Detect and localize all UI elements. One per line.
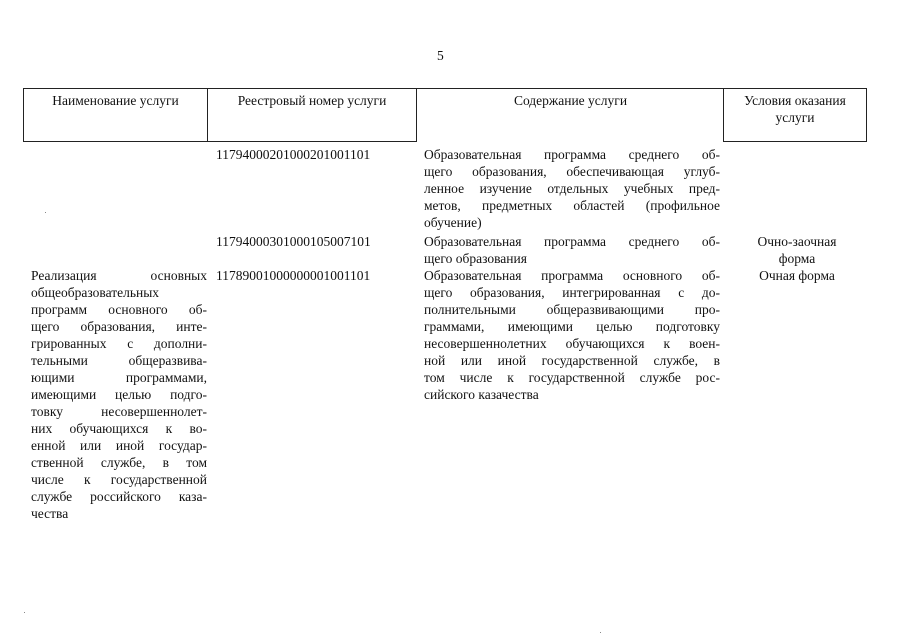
registry-number: 11794000301000105007101 bbox=[216, 234, 371, 249]
content-line: щего образования, интегрированная с до- bbox=[424, 285, 720, 300]
service-name-line: енной или иной государ- bbox=[31, 438, 207, 453]
header-service-name bbox=[23, 88, 208, 142]
header-content bbox=[416, 88, 724, 142]
service-name-line: Реализация основных bbox=[31, 268, 207, 283]
condition-line: Очная форма bbox=[759, 268, 835, 283]
header-conditions-line1: Условия оказания bbox=[744, 93, 846, 108]
service-name-line: щего образования, инте- bbox=[31, 319, 207, 334]
service-name-line: ющими программами, bbox=[31, 370, 207, 385]
service-name-line: программ основного об- bbox=[31, 302, 207, 317]
service-name-line: службе российского каза- bbox=[31, 489, 207, 504]
content-line: Образовательная программа среднего об- bbox=[424, 234, 720, 249]
content-line: том числе к государственной службе рос- bbox=[424, 370, 720, 385]
content-cell bbox=[424, 146, 720, 231]
registry-number-cell bbox=[216, 146, 416, 163]
scan-speck bbox=[45, 212, 46, 213]
service-name-cell bbox=[31, 267, 207, 522]
service-name-line: числе к государственной bbox=[31, 472, 207, 487]
content-line: сийского казачества bbox=[424, 387, 539, 402]
header-service-name-label: Наименование услуги bbox=[52, 93, 179, 108]
header-content-label: Содержание услуги bbox=[513, 93, 628, 108]
page-number: 5 bbox=[437, 48, 444, 63]
service-name-line: чества bbox=[31, 506, 69, 521]
conditions-cell bbox=[727, 267, 867, 284]
content-line: ленное изучение отдельных учебных пред- bbox=[424, 181, 720, 196]
content-cell bbox=[424, 233, 720, 267]
scan-speck bbox=[24, 612, 25, 613]
header-conditions bbox=[723, 88, 867, 142]
registry-number: 11789001000000001001101 bbox=[216, 268, 371, 283]
content-line: Образовательная программа среднего об- bbox=[424, 147, 720, 162]
service-name-line: тельными общеразвива- bbox=[31, 353, 207, 368]
scan-speck bbox=[600, 632, 601, 633]
service-name-line: имеющими целью подго- bbox=[31, 387, 207, 402]
service-name-line: общеобразовательных bbox=[31, 285, 160, 300]
content-line: щего образования bbox=[424, 251, 527, 266]
content-line: щего образования, обеспечивающая углуб- bbox=[424, 164, 720, 179]
service-name-line: грированных с дополни- bbox=[31, 336, 207, 351]
content-line: несовершеннолетних обучающихся к воен- bbox=[424, 336, 720, 351]
conditions-cell bbox=[727, 233, 867, 267]
content-line: Образовательная программа основного об- bbox=[424, 268, 720, 283]
content-line: ной или иной государственной службе, в bbox=[424, 353, 720, 368]
content-line: обучение) bbox=[424, 215, 482, 230]
header-conditions-line2: услуги bbox=[775, 110, 815, 125]
content-line: граммами, имеющими целью подготовку bbox=[424, 319, 720, 334]
service-name-line: товку несовершеннолет- bbox=[31, 404, 207, 419]
condition-line: форма bbox=[778, 251, 816, 266]
registry-number: 11794000201000201001101 bbox=[216, 147, 371, 162]
service-name-line: них обучающихся к во- bbox=[31, 421, 207, 436]
registry-number-cell bbox=[216, 233, 416, 250]
header-registry-number bbox=[207, 88, 417, 142]
condition-line: Очно-заочная bbox=[757, 234, 837, 249]
registry-number-cell bbox=[216, 267, 416, 284]
content-line: полнительными общеразвивающими про- bbox=[424, 302, 720, 317]
content-line: метов, предметных областей (профильное bbox=[424, 198, 720, 213]
header-registry-number-label: Реестровый номер услуги bbox=[237, 93, 387, 108]
service-name-line: ственной службе, в том bbox=[31, 455, 207, 470]
content-cell bbox=[424, 267, 720, 403]
